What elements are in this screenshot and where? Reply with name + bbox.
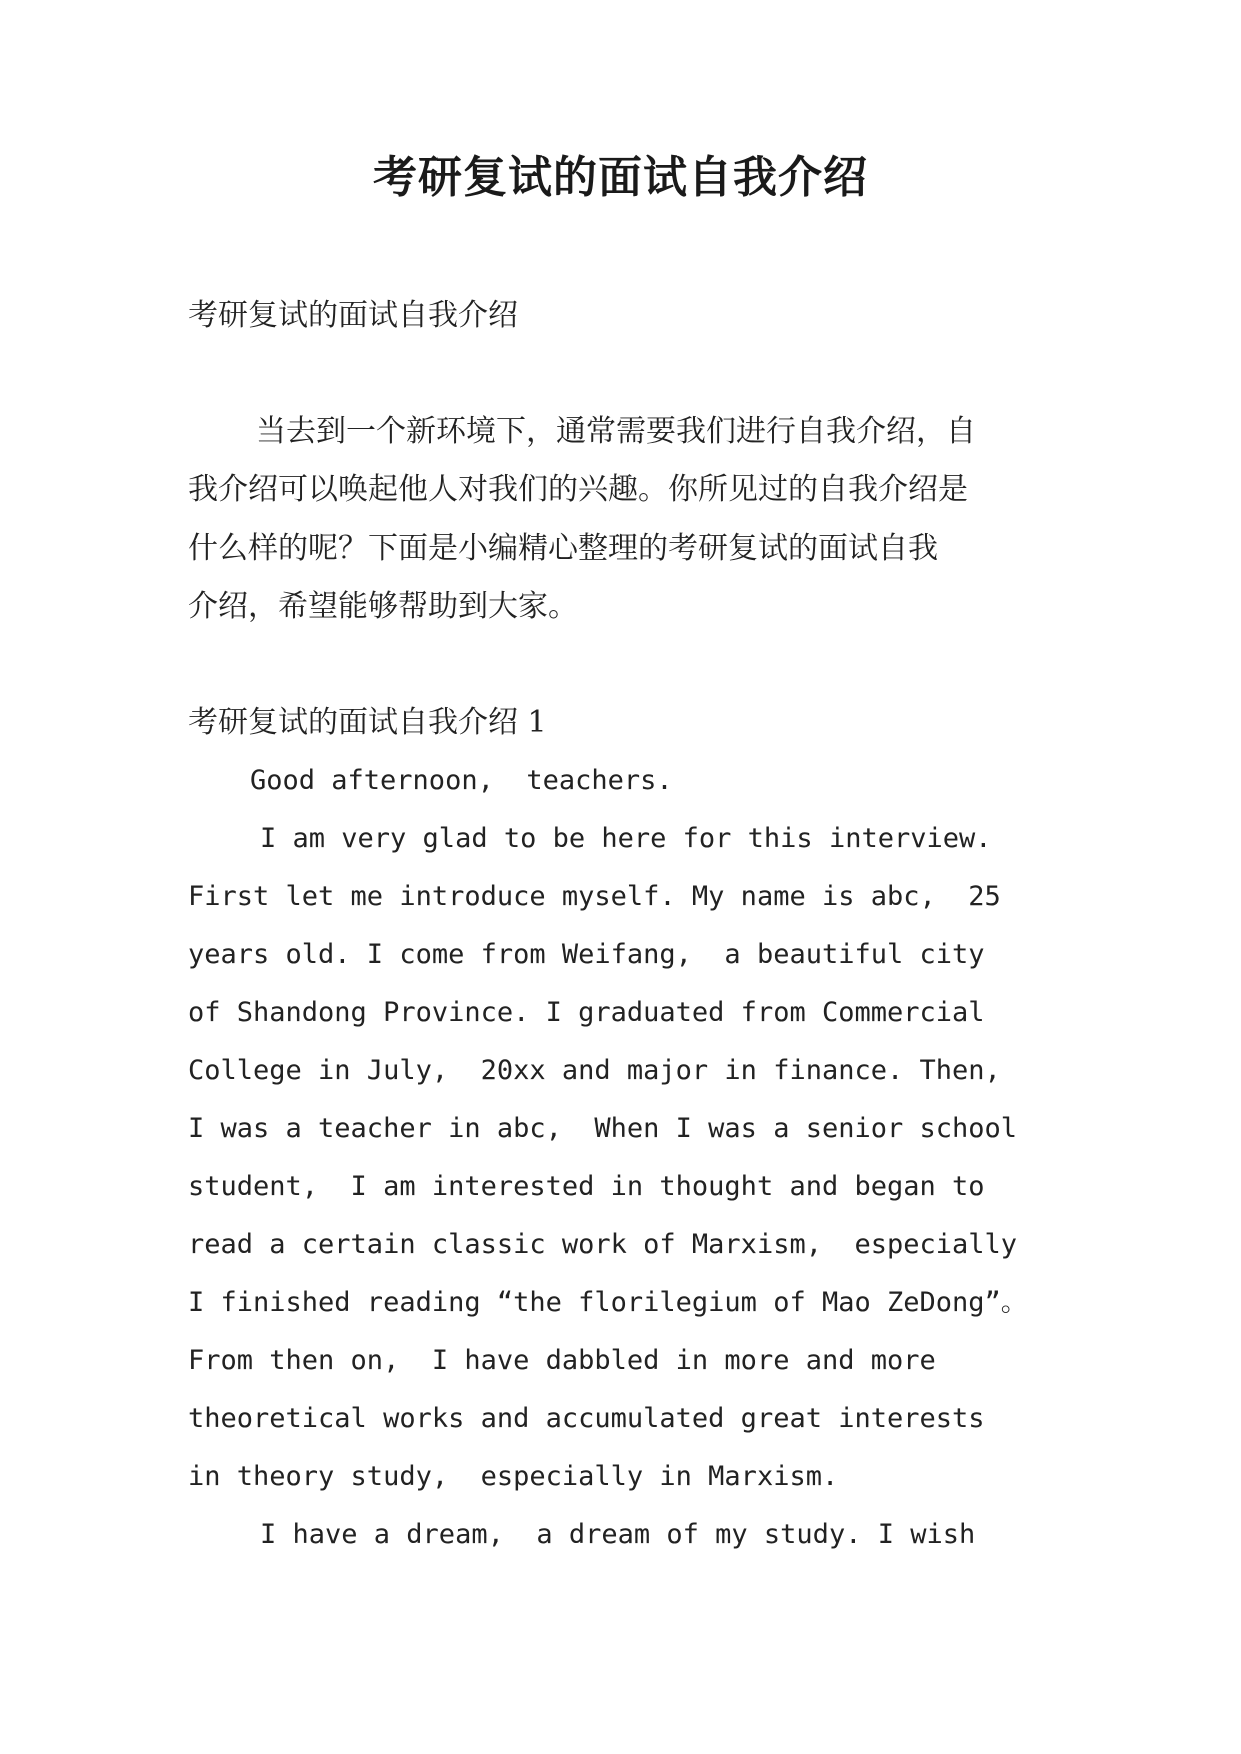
page-title: 考研复试的面试自我介绍	[373, 152, 868, 203]
section-heading: 考研复试的面试自我介绍 1	[188, 705, 547, 740]
paragraph-line: From then on, I have dabbled in more and more	[188, 1345, 936, 1376]
subtitle: 考研复试的面试自我介绍	[188, 298, 518, 333]
paragraph-line: I have a dream, a dream of my study. I wish	[260, 1519, 976, 1550]
paragraph-line: I was a teacher in abc, When I was a senior school	[188, 1113, 1018, 1144]
paragraph-line: student, I am interested in thought and began to	[188, 1171, 985, 1202]
greeting: Good afternoon, teachers.	[250, 765, 673, 796]
intro-line: 当去到一个新环境下，通常需要我们进行自我介绍，自	[256, 414, 976, 449]
paragraph-line: read a certain classic work of Marxism, especially	[188, 1229, 1018, 1260]
paragraph-line: in theory study, especially in Marxism.	[188, 1461, 839, 1492]
paragraph-line: College in July, 20xx and major in finance. Then,	[188, 1055, 1001, 1086]
intro-line: 我介绍可以唤起他人对我们的兴趣。你所见过的自我介绍是	[188, 472, 968, 507]
paragraph-line: First let me introduce myself. My name is abc, 25	[188, 881, 1001, 912]
intro-line: 介绍，希望能够帮助到大家。	[188, 589, 578, 624]
paragraph-line: of Shandong Province. I graduated from Commercial	[188, 997, 985, 1028]
intro-line: 什么样的呢？下面是小编精心整理的考研复试的面试自我	[188, 531, 938, 566]
paragraph-line: years old. I come from Weifang, a beautiful city	[188, 939, 985, 970]
paragraph-line: I finished reading “the florilegium of Mao ZeDong”。	[188, 1287, 1028, 1318]
paragraph-line: I am very glad to be here for this interview.	[260, 823, 992, 854]
paragraph-line: theoretical works and accumulated great interests	[188, 1403, 985, 1434]
